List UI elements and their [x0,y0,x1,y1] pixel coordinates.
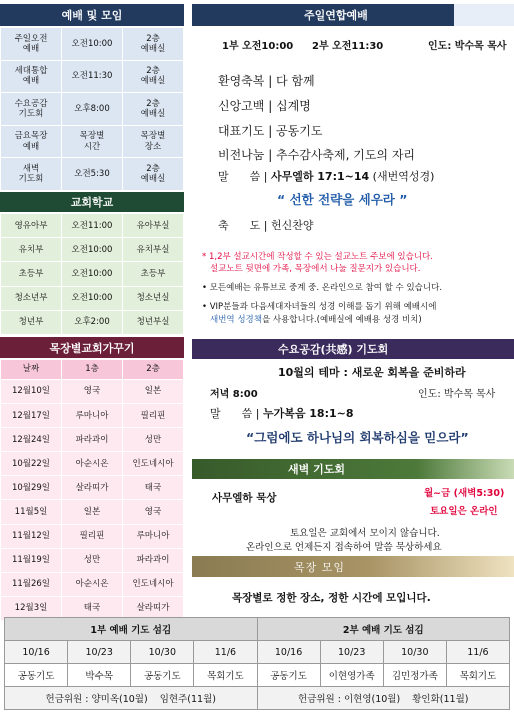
table-cell: 루마니아 [62,404,123,428]
note-sermon-note: * 1,2부 설교시간에 작성할 수 있는 설교노트 주보에 있습니다. [202,252,433,262]
table-cell: 파라과이 [123,548,184,572]
sermon-title: “ 선한 전략을 세우라 ” [277,192,408,207]
table-cell: 2층 예배실 [123,60,184,93]
part2-date: 10/16 [257,641,320,664]
table-cell: 12월3일 [1,596,62,620]
table-cell: 청년부실 [123,310,184,334]
table-cell: 11월5일 [1,500,62,524]
table-row [1,125,184,158]
order-benediction: 축 도 | 헌신찬양 [218,219,314,232]
mokjang-care-table [0,359,184,621]
sunday-leader: 인도: 박수목 목사 [428,41,507,52]
table-cell: 성만 [123,428,184,452]
table-row [1,548,184,572]
header-decoration [454,4,514,26]
order-prayer: 대표기도 | 공동기도 [218,124,323,138]
table-row [1,28,184,61]
table-cell: 청년부 [1,310,62,334]
table-cell: 오후8:00 [62,93,123,126]
table-cell: 목장별 시간 [62,125,123,158]
dawn-note-1: 토요일은 교회에서 모이지 않습니다. [290,528,440,539]
table-cell: 금요목장 예배 [1,125,62,158]
mokjang-care-header: 목장별교회가꾸기 [0,337,184,358]
note-sermon-questions: 설교노트 뒷면에 가족, 목장에서 나눌 질문지가 있습니다. [210,264,421,274]
part1-name: 공동기도 [131,664,194,687]
part1-name: 목회기도 [194,664,257,687]
part2-name: 김민정가족 [383,664,446,687]
table-row [1,572,184,596]
wednesday-prayer-header [192,339,514,359]
worship-schedule-table [0,27,184,191]
table-cell: 오전11:30 [62,60,123,93]
wednesday-quote: “그럼에도 하나님의 회복하심을 믿으라” [246,430,469,445]
table-cell: 세대통합 예배 [1,60,62,93]
part2-date: 11/6 [446,641,509,664]
table-cell: 일본 [62,500,123,524]
table-cell: 11월26일 [1,572,62,596]
table-cell: 2층 예배실 [123,28,184,61]
part2-name: 목회기도 [446,664,509,687]
church-school-table [0,213,184,335]
table-cell: 살라띠가 [62,476,123,500]
part1-date: 11/6 [194,641,257,664]
part2-name: 이현영가족 [320,664,383,687]
table-cell: 영국 [123,500,184,524]
table-cell: 2층 예배실 [123,93,184,126]
table-row [1,60,184,93]
table-cell: 오전11:00 [62,214,123,238]
table-cell: 청소년부 [1,286,62,310]
table-cell: 11월12일 [1,524,62,548]
table-cell: 오전10:00 [62,238,123,262]
table-row [1,380,184,404]
sunday-time-2: 2부 오전11:30 [312,41,384,52]
table-cell: 초등부 [123,262,184,286]
sunday-service-header [192,4,514,26]
table-row [1,524,184,548]
table-cell: 10월29일 [1,476,62,500]
table-cell: 오전10:00 [62,286,123,310]
table-row [1,262,184,286]
table-cell: 12월17일 [1,404,62,428]
table-cell: 12월10일 [1,380,62,404]
header-cell: 1층 [62,360,123,380]
table-cell: 11월19일 [1,548,62,572]
part2-name: 공동기도 [257,664,320,687]
header-cell: 날짜 [1,360,62,380]
part1-offering: 헌금위원 : 양미옥(10월) 임현주(11월) [5,687,258,710]
dawn-meditation: 사무엘하 묵상 [212,492,277,504]
wednesday-sermon: 말 씀 | 누가복음 18:1~8 [210,407,354,420]
part1-date: 10/16 [5,641,68,664]
part2-date: 10/30 [383,641,446,664]
table-cell: 오전5:30 [62,158,123,191]
table-row [1,214,184,238]
table-cell: 영유아부 [1,214,62,238]
dawn-saturday: 토요일은 온라인 [430,506,498,517]
table-cell: 성만 [62,548,123,572]
table-cell: 필리핀 [123,404,184,428]
table-cell: 유치부실 [123,238,184,262]
order-sermon: 말 씀 | 사무엘하 17:1~14 (새번역성경) [218,170,435,183]
table-row [1,452,184,476]
table-row [1,286,184,310]
table-cell: 유치부 [1,238,62,262]
church-school-header: 교회학교 [0,192,184,212]
table-cell: 청소년실 [123,286,184,310]
table-row [1,500,184,524]
table-cell: 인도네시아 [123,572,184,596]
part2-date: 10/23 [320,641,383,664]
table-cell: 초등부 [1,262,62,286]
table-row [1,158,184,191]
table-cell: 인도네시아 [123,452,184,476]
dawn-prayer-header [192,459,514,479]
table-row [1,476,184,500]
order-creed: 신앙고백 | 십계명 [218,99,311,113]
part1-name: 공동기도 [5,664,68,687]
worship-schedule-header: 예배 및 모임 [0,4,184,26]
table-cell: 파라과이 [62,428,123,452]
part1-title: 1부 예배 기도 섬김 [5,618,258,641]
table-row [1,310,184,334]
table-cell: 2층 예배실 [123,158,184,191]
part1-date: 10/23 [68,641,131,664]
wednesday-time: 저녁 8:00 [210,389,258,400]
table-cell: 새벽 기도회 [1,158,62,191]
table-cell: 오전10:00 [62,262,123,286]
note-bible-2: 새번역 성경책을 사용합니다.(예배실에 예배용 성경 비치) [210,315,422,325]
table-cell: 태국 [62,596,123,620]
table-cell: 필리핀 [62,524,123,548]
table-row [1,93,184,126]
table-cell: 주일오전 예배 [1,28,62,61]
table-cell: 12월24일 [1,428,62,452]
table-cell: 유아부실 [123,214,184,238]
note-youtube: • 모든예배는 유튜브로 중계 중. 온라인으로 참여 할 수 있습니다. [202,283,443,293]
dawn-note-2: 온라인으로 언제든지 접속하여 말씀 묵상하세요 [246,542,442,553]
wednesday-prayer-title: 수요공감(共感) 기도회 [278,343,389,356]
table-row [1,428,184,452]
mokjang-meeting-text: 목장별로 정한 장소, 정한 시간에 모입니다. [232,592,431,604]
table-cell: 수요공감 기도회 [1,93,62,126]
table-cell: 아순시온 [62,452,123,476]
table-header-row [1,360,184,380]
mokjang-meeting-header [192,556,514,577]
sunday-service-title: 주일연합예배 [304,9,368,22]
part1-name: 박수목 [68,664,131,687]
wednesday-leader: 인도: 박수목 목사 [418,389,496,400]
wednesday-theme: 10월의 테마 : 새로운 회복을 준비하라 [278,366,466,379]
table-row [1,238,184,262]
table-cell: 아순시온 [62,572,123,596]
table-cell: 10월22일 [1,452,62,476]
order-welcome: 환영축복 | 다 함께 [218,74,315,88]
table-cell: 오후2:00 [62,310,123,334]
part1-date: 10/30 [131,641,194,664]
table-cell: 살라띠가 [123,596,184,620]
table-cell: 일본 [123,380,184,404]
table-cell: 오전10:00 [62,28,123,61]
sunday-time-1: 1부 오전10:00 [222,41,294,52]
prayer-service-table [4,617,510,710]
dawn-schedule: 월~금 (새벽5:30) [424,488,505,499]
table-cell: 태국 [123,476,184,500]
order-vision: 비전나눔 | 추수감사축제, 기도의 자리 [218,148,416,162]
part2-offering: 헌금위원 : 이현영(10월) 황인화(11월) [257,687,510,710]
table-row [1,404,184,428]
mokjang-meeting-title: 목장 모임 [294,560,346,574]
dawn-prayer-title: 새벽 기도회 [288,463,345,476]
part2-title: 2부 예배 기도 섬김 [257,618,510,641]
header-cell: 2층 [123,360,184,380]
note-bible-1: • VIP분들과 다음세대자녀들의 성경 이해를 돕기 위해 예배시에 [202,302,437,312]
table-cell: 목장별 장소 [123,125,184,158]
table-cell: 영국 [62,380,123,404]
table-cell: 루마니아 [123,524,184,548]
